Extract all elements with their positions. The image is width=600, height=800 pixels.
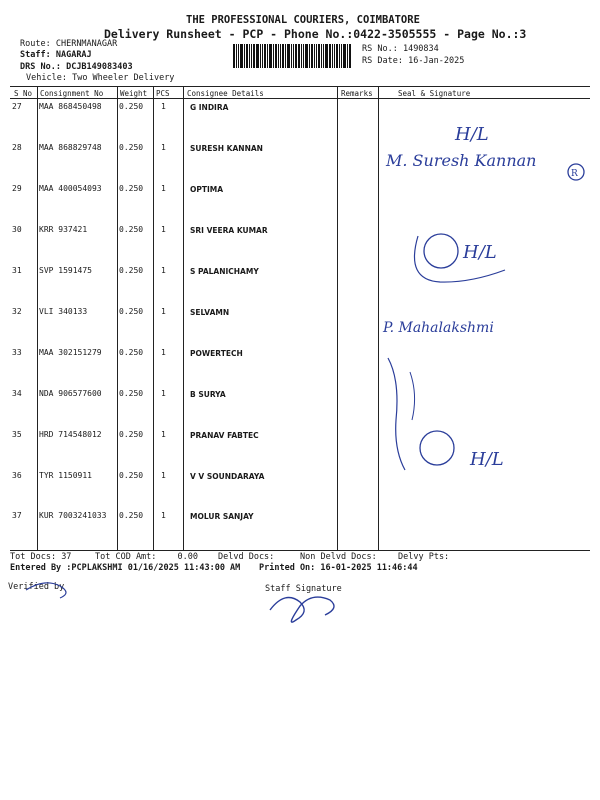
row-consignee: PRANAV FABTEC — [190, 431, 259, 440]
row-consignment-no: MAA 400054093 — [39, 184, 102, 193]
vehicle-line — [26, 73, 174, 83]
tot-cod — [95, 552, 198, 562]
totals-line — [10, 552, 71, 562]
table-row — [0, 225, 600, 266]
table-row — [0, 102, 600, 143]
row-weight: 0.250 — [119, 102, 144, 111]
col-header-consignee: Consignee Details — [187, 89, 264, 98]
table-row — [0, 348, 600, 389]
staff-label: Staff: — [20, 50, 51, 60]
verified-by-label: Verified by — [8, 582, 65, 592]
vehicle-value: Two Wheeler Delivery — [72, 73, 175, 83]
rs-no-label: RS No.: — [362, 44, 398, 54]
row-consignee: SRI VEERA KUMAR — [190, 226, 268, 235]
row-consignee: MOLUR SANJAY — [190, 512, 254, 521]
row-consignee: V V SOUNDARAYA — [190, 472, 265, 481]
row-sno: 37 — [12, 511, 22, 520]
tot-cod-label: Tot COD Amt: — [95, 552, 157, 562]
row-sno: 34 — [12, 389, 22, 398]
row-weight: 0.250 — [119, 143, 144, 152]
row-pcs: 1 — [161, 266, 166, 275]
row-consignment-no: NDA 906577600 — [39, 389, 102, 398]
row-consignee: G INDIRA — [190, 103, 229, 112]
row-weight: 0.250 — [119, 348, 144, 357]
row-pcs: 1 — [161, 471, 166, 480]
row-sno: 28 — [12, 143, 22, 152]
row-weight: 0.250 — [119, 471, 144, 480]
row-weight: 0.250 — [119, 389, 144, 398]
row-sno: 35 — [12, 430, 22, 439]
row-sno: 31 — [12, 266, 22, 275]
col-header-consignment: Consignment No — [40, 89, 104, 98]
table-header-rule — [10, 98, 590, 99]
tot-docs-value: 37 — [61, 552, 72, 562]
row-pcs: 1 — [161, 143, 166, 152]
table-top-rule — [10, 86, 590, 87]
staff-signature-label: Staff Signature — [265, 584, 342, 594]
table-row — [0, 471, 600, 512]
route-label: Route: — [20, 39, 51, 49]
staff-signature-scribble — [270, 597, 334, 622]
handwritten-signature-28: M. Suresh Kannan — [386, 151, 537, 170]
table-row — [0, 184, 600, 225]
row-pcs: 1 — [161, 102, 166, 111]
rs-date-line — [362, 56, 464, 66]
col-header-remarks: Remarks — [341, 89, 373, 98]
table-row — [0, 143, 600, 184]
row-consignment-no: VLI 340133 — [39, 307, 88, 316]
row-sno: 32 — [12, 307, 22, 316]
row-consignment-no: KRR 937421 — [39, 225, 88, 234]
row-pcs: 1 — [161, 430, 166, 439]
rs-date-label: RS Date: — [362, 56, 403, 66]
row-pcs: 1 — [161, 225, 166, 234]
handwritten-signature-32: P. Mahalakshmi — [383, 320, 494, 336]
rs-date-value: 16-Jan-2025 — [408, 56, 465, 66]
row-pcs: 1 — [161, 307, 166, 316]
row-sno: 27 — [12, 102, 22, 111]
runsheet-title: Delivery Runsheet - PCP - Phone No.:0422-3505555 - Page No.:3 — [104, 27, 527, 41]
col-header-weight: Weight — [120, 89, 148, 98]
row-weight: 0.250 — [119, 307, 144, 316]
company-title: THE PROFESSIONAL COURIERS, COIMBATORE — [186, 14, 420, 26]
drs-value: DCJB149083403 — [66, 62, 133, 72]
non-delvd-docs-label: Non Delvd Docs: — [300, 552, 377, 562]
row-weight: 0.250 — [119, 511, 144, 520]
row-consignment-no: KUR 7003241033 — [39, 511, 107, 520]
row-weight: 0.250 — [119, 266, 144, 275]
row-weight: 0.250 — [119, 430, 144, 439]
row-weight: 0.250 — [119, 225, 144, 234]
row-consignee: OPTIMA — [190, 185, 224, 194]
row-consignment-no: MAA 302151279 — [39, 348, 102, 357]
row-consignee: POWERTECH — [190, 349, 243, 358]
tot-docs-label: Tot Docs: — [10, 552, 57, 562]
row-consignee: SELVAMN — [190, 308, 230, 317]
printed-on: Printed On: 16-01-2025 11:46:44 — [259, 563, 418, 573]
row-sno: 30 — [12, 225, 22, 234]
table-row — [0, 389, 600, 430]
col-header-pcs: PCS — [156, 89, 170, 98]
row-consignee: SURESH KANNAN — [190, 144, 263, 153]
row-consignee: S PALANICHAMY — [190, 267, 259, 276]
row-consignee: B SURYA — [190, 390, 226, 399]
row-pcs: 1 — [161, 348, 166, 357]
rs-no-line — [362, 44, 439, 54]
col-header-seal: Seal & Signature — [398, 89, 471, 98]
handwritten-hl-35: H/L — [470, 449, 504, 470]
staff-line — [20, 50, 92, 60]
rs-no-value: 1490834 — [402, 44, 439, 54]
staff-value: NAGARAJ — [55, 50, 92, 60]
table-row — [0, 307, 600, 348]
handwritten-hl-27: H/L — [455, 124, 489, 145]
vehicle-label: Vehicle: — [26, 73, 67, 83]
row-consignment-no: MAA 868829748 — [39, 143, 102, 152]
table-row — [0, 511, 600, 552]
row-consignment-no: TYR 1150911 — [39, 471, 92, 480]
delvd-docs-label: Delvd Docs: — [218, 552, 275, 562]
delvy-pts-label: Delvy Pts: — [398, 552, 450, 562]
row-sno: 29 — [12, 184, 22, 193]
barcode — [233, 44, 357, 68]
col-header-sno: S No — [14, 89, 33, 98]
route-value: CHERNMANAGAR — [55, 39, 118, 49]
route-line — [20, 39, 117, 49]
handwritten-hl-30: H/L — [463, 242, 497, 263]
row-sno: 36 — [12, 471, 22, 480]
tot-cod-value: 0.00 — [177, 552, 199, 562]
table-row — [0, 266, 600, 307]
drs-line — [20, 62, 133, 72]
row-weight: 0.250 — [119, 184, 144, 193]
row-pcs: 1 — [161, 389, 166, 398]
row-consignment-no: SVP 1591475 — [39, 266, 92, 275]
table-row — [0, 430, 600, 471]
row-consignment-no: MAA 868450498 — [39, 102, 102, 111]
row-consignment-no: HRD 714548012 — [39, 430, 102, 439]
row-pcs: 1 — [161, 184, 166, 193]
row-sno: 33 — [12, 348, 22, 357]
r-mark: R — [571, 169, 578, 179]
row-pcs: 1 — [161, 511, 166, 520]
entered-by: Entered By :PCPLAKSHMI 01/16/2025 11:43:00 AM — [10, 563, 241, 573]
drs-label: DRS No.: — [20, 62, 61, 72]
